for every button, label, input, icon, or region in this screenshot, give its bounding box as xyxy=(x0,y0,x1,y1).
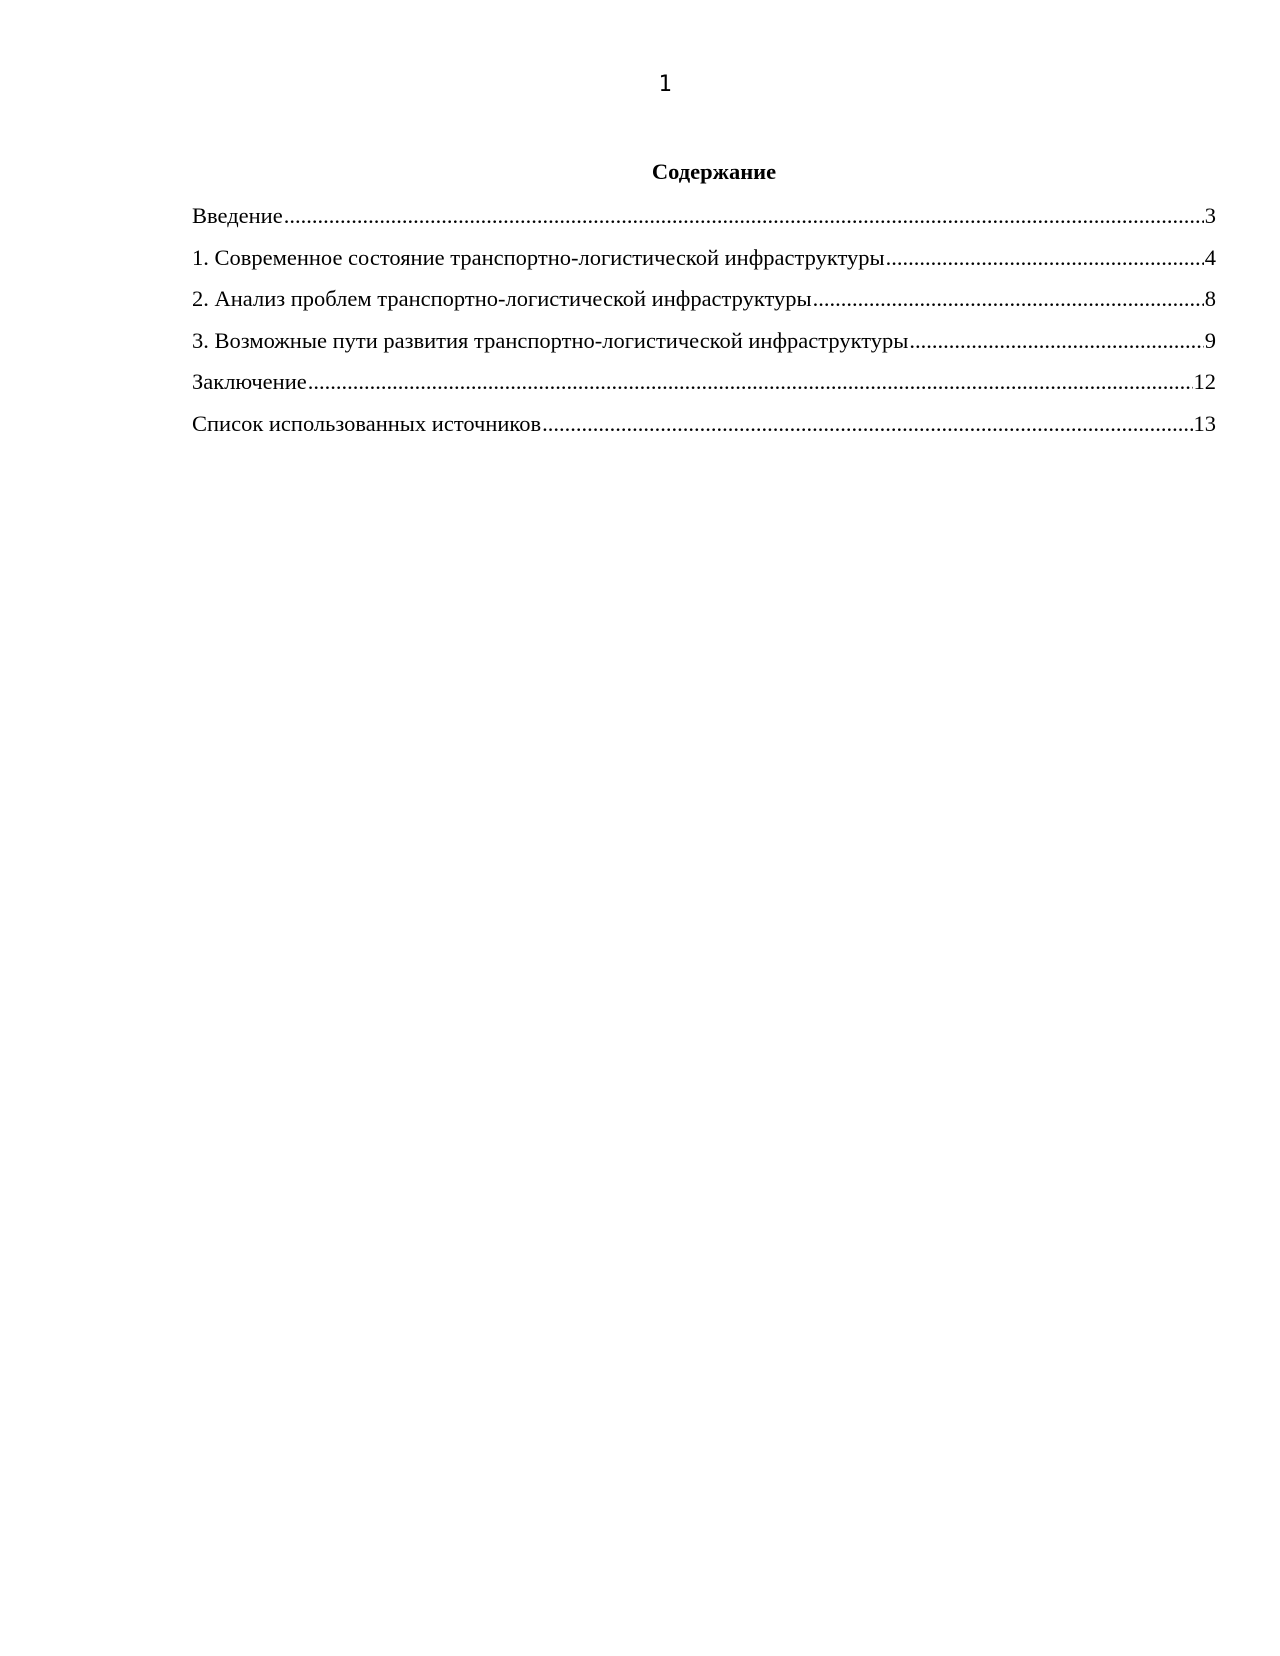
toc-entry-section-2[interactable] xyxy=(192,278,1216,320)
toc-entry-page: 8 xyxy=(1204,286,1216,312)
page-number: 1 xyxy=(658,72,672,97)
toc-entry-label: 3. Возможные пути развития транспортно-логистической инфраструктуры xyxy=(192,327,909,353)
toc-dot-leader xyxy=(542,403,1192,445)
toc-entry-page: 3 xyxy=(1204,203,1216,228)
toc-entry-page: 13 xyxy=(1193,410,1216,436)
toc-dot-leader xyxy=(308,361,1193,403)
toc-entry-section-3[interactable] xyxy=(192,320,1216,362)
toc-entry-label: Заключение xyxy=(192,369,307,395)
toc-entry-label: 1. Современное состояние транспортно-логистической инфраструктуры xyxy=(192,244,885,270)
toc-title: Содержание xyxy=(651,159,777,184)
toc-entry-label: Введение xyxy=(192,203,283,228)
toc-entry-page: 9 xyxy=(1204,327,1216,353)
table-of-contents xyxy=(192,155,1216,445)
toc-entry-label: 2. Анализ проблем транспортно-логистической инфраструктуры xyxy=(192,286,812,312)
toc-dot-leader xyxy=(909,320,1203,362)
toc-entry-conclusion[interactable] xyxy=(192,361,1216,403)
toc-entry-label: Список использованных источников xyxy=(192,410,542,436)
toc-entry-references[interactable] xyxy=(192,403,1216,445)
toc-dot-leader xyxy=(284,195,1204,237)
toc-entry-introduction[interactable] xyxy=(192,195,1216,237)
toc-entry-page: 4 xyxy=(1204,244,1216,270)
toc-dot-leader xyxy=(813,278,1204,320)
toc-entry-page: 12 xyxy=(1193,369,1216,395)
toc-dot-leader xyxy=(886,237,1204,279)
toc-entry-section-1[interactable] xyxy=(192,237,1216,279)
